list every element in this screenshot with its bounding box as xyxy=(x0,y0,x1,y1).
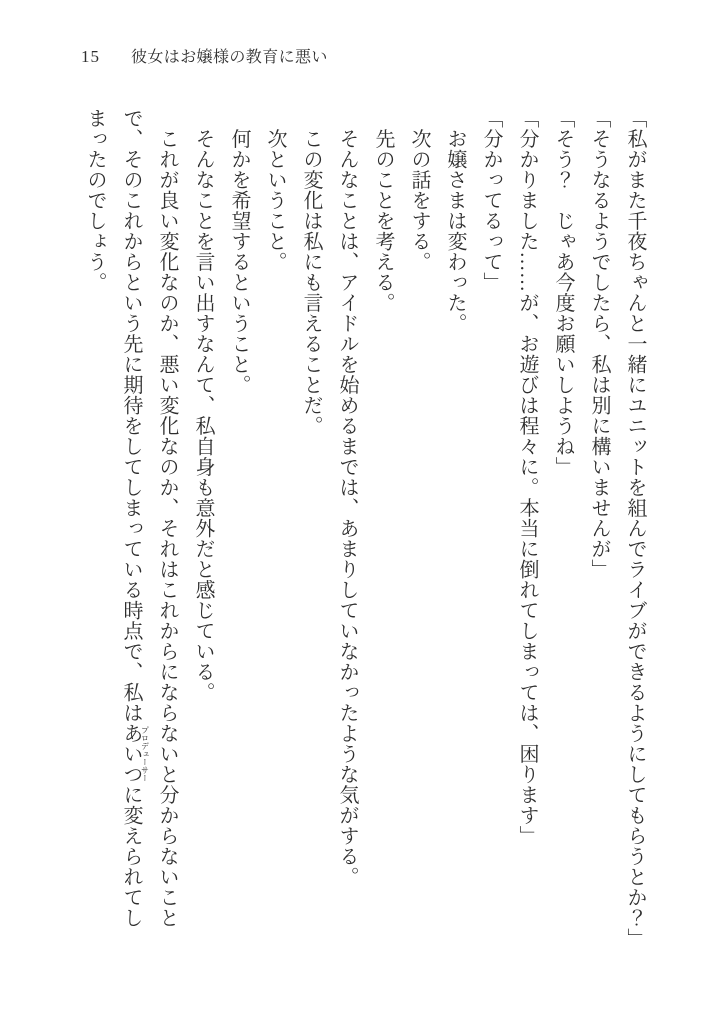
text-line: 「私がまた千夜ちゃんと一緒にユニットを組んでライブができるようにしてもらうとか？」 xyxy=(624,108,646,949)
ruby-annotated-word: あいつプロデューサー xyxy=(120,723,150,785)
text-line: お嬢さまは変わった。 xyxy=(444,108,466,334)
vertical-text-block xyxy=(77,108,653,964)
page-number: 15 xyxy=(81,47,100,66)
furigana: プロデューサー xyxy=(140,723,150,785)
text-line: まったのでしょう。 xyxy=(84,108,106,293)
chapter-title: 彼女はお嬢様の教育に悪い xyxy=(131,49,328,66)
text-line: そんなことは、アイドルを始めるまでは、あまりしていなかったような気がする。 xyxy=(336,108,358,887)
text-line: 次ということ。 xyxy=(264,108,286,272)
text-line: 「そう？ じゃあ今度お願いしようね」 xyxy=(552,108,574,477)
running-header xyxy=(81,46,328,69)
text-line: 「分かってるって」 xyxy=(480,108,502,293)
text-line: 先のことを考える。 xyxy=(372,108,394,313)
text-line: 次の話をする。 xyxy=(408,108,430,272)
text-line: 「分かりました……が、お遊びは程々に。本当に倒れてしまっては、困ります」 xyxy=(516,108,538,846)
text-line: 「そうなるようでしたら、私は別に構いませんが」 xyxy=(588,108,610,580)
text-line: そんなことを言い出すなんて、私自身も意外だと感じている。 xyxy=(192,108,214,703)
text-line: これが良い変化なのか、悪い変化なのか、それはこれからにならないと分からないこと xyxy=(156,108,178,928)
text-line: で、そのこれからという先に期待をしてしまっている時点で、私はあいつプロデューサーに変えられてし xyxy=(120,108,150,928)
text-line: この変化は私にも言えることだ。 xyxy=(300,108,322,436)
text-line: 何かを希望するということ。 xyxy=(228,108,250,395)
